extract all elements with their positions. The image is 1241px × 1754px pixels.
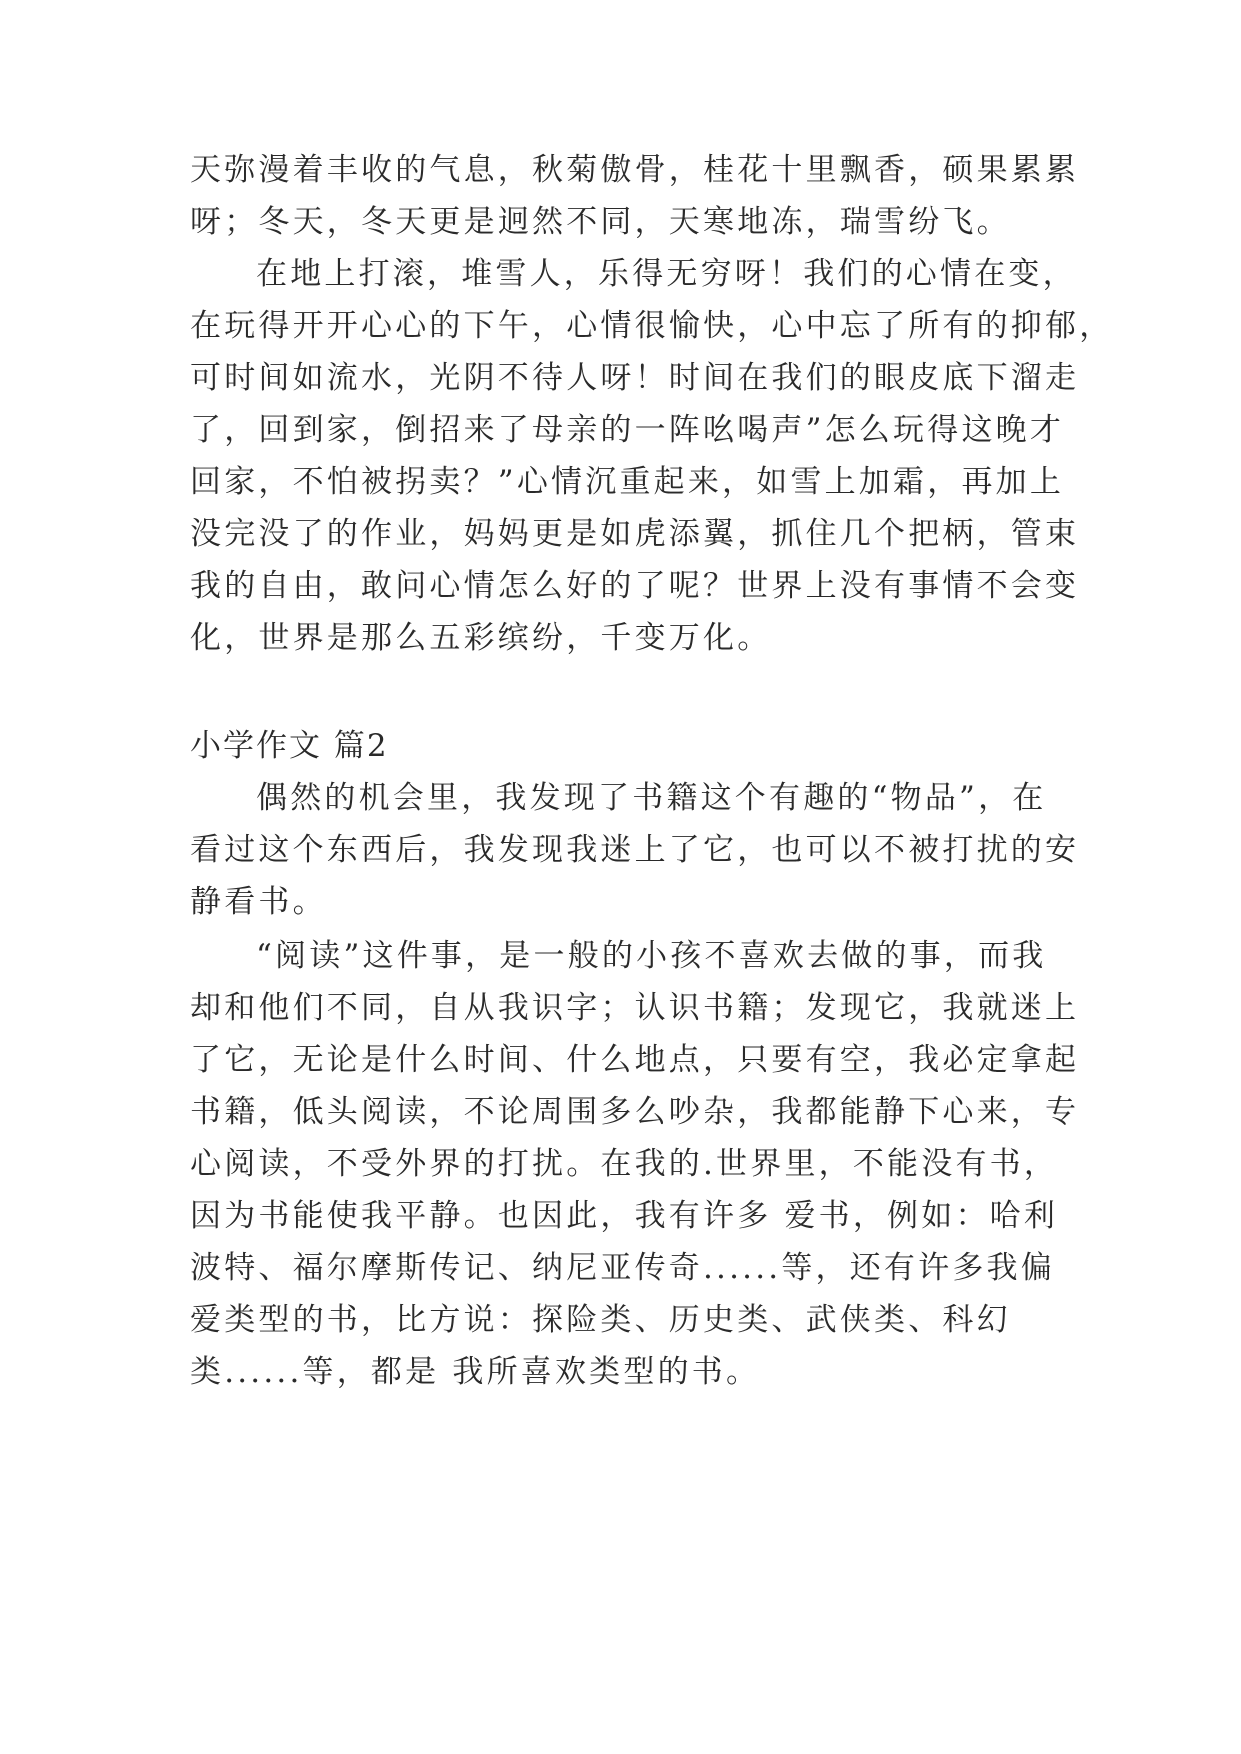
text-line: 我的自由，敢问心情怎么好的了呢？世界上没有事情不会变: [190, 568, 1080, 604]
text-line: 爱类型的书，比方说：探险类、历史类、武侠类、科幻: [190, 1302, 1011, 1338]
text-line: 呀；冬天，冬天更是迥然不同，天寒地冻，瑞雪纷飞。: [190, 204, 1011, 240]
text-line: 了，回到家，倒招来了母亲的一阵吆喝声”怎么玩得这晚才: [190, 412, 1065, 448]
text-line: 看过这个东西后，我发现我迷上了它，也可以不被打扰的安: [190, 832, 1080, 868]
text-line: 波特、福尔摩斯传记、纳尼亚传奇......等，还有许多我偏: [190, 1250, 1055, 1286]
text-line: 静看书。: [190, 884, 327, 920]
text-line: 类......等，都是 我所喜欢类型的书。: [190, 1354, 761, 1390]
text-line: 可时间如流水，光阴不待人呀！时间在我们的眼皮底下溜走: [190, 360, 1080, 396]
text-line: 没完没了的作业，妈妈更是如虎添翼，抓住几个把柄，管束: [190, 516, 1080, 552]
text-line: 心阅读，不受外界的打扰。在我的.世界里，不能没有书，: [190, 1146, 1059, 1182]
text-line: 天弥漫着丰收的气息，秋菊傲骨，桂花十里飘香，硕果累累: [190, 152, 1080, 188]
text-line: 化，世界是那么五彩缤纷，千变万化。: [190, 620, 772, 656]
text-line: 在玩得开开心心的下午，心情很愉快，心中忘了所有的抑郁，: [190, 308, 1114, 344]
text-line: 回家，不怕被拐卖？”心情沉重起来，如雪上加霜，再加上: [190, 464, 1065, 500]
text-line: 在地上打滚，堆雪人，乐得无穷呀！我们的心情在变，: [256, 256, 1077, 292]
text-line: “阅读”这件事，是一般的小孩不喜欢去做的事，而我: [256, 938, 1047, 974]
text-line: 偶然的机会里，我发现了书籍这个有趣的“物品”，在: [256, 780, 1047, 816]
text-line: 了它，无论是什么时间、什么地点，只要有空，我必定拿起: [190, 1042, 1080, 1078]
text-line: 因为书能使我平静。也因此，我有许多 爱书，例如：哈利: [190, 1198, 1059, 1234]
text-line: 书籍，低头阅读，不论周围多么吵杂，我都能静下心来，专: [190, 1094, 1080, 1130]
section-title: 小学作文 篇2: [190, 728, 389, 764]
text-line: 却和他们不同，自从我识字；认识书籍；发现它，我就迷上: [190, 990, 1080, 1026]
